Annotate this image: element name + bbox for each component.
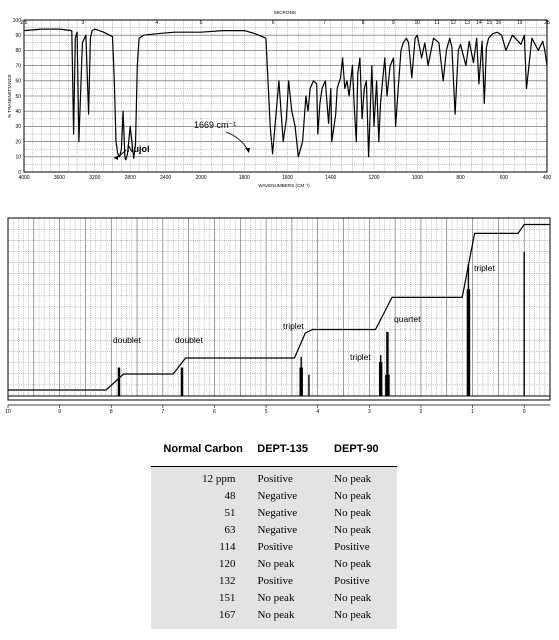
table-row — [151, 589, 397, 606]
table-row — [151, 470, 397, 487]
table-row — [151, 521, 397, 538]
cell-dept-135: Negative — [257, 506, 298, 519]
nmr-x-tick-label: 9 — [58, 409, 62, 415]
ir-x-tick-label: 1800 — [238, 175, 250, 181]
table-row — [151, 555, 397, 572]
peak-label-triplet-mid: triplet — [283, 321, 304, 331]
ir-spectrum — [0, 0, 559, 192]
ir-y-tick-label: 80 — [15, 48, 21, 55]
ir-y-tick-label: 0 — [18, 169, 21, 176]
cell-dept-90: No peak — [334, 506, 372, 519]
dept-table-header — [151, 432, 397, 467]
ir-top-tick-label: 8 — [361, 20, 365, 26]
carbonyl-label: 1669 cm⁻¹ — [194, 120, 237, 130]
dept-table-body — [151, 467, 397, 629]
cell-dept-135: Negative — [257, 523, 298, 536]
cell-dept-135: No peak — [257, 557, 295, 570]
ir-x-tick-label: 400 — [542, 175, 552, 181]
ir-y-tick-label: 60 — [15, 78, 21, 85]
ir-top-tick-label: 14 — [476, 20, 482, 26]
ir-top-tick-label: 9 — [391, 20, 395, 26]
ir-x-tick-label: 3600 — [53, 175, 65, 181]
nmr-x-tick-label: 3 — [367, 409, 371, 415]
cell-dept-135: No peak — [257, 608, 295, 621]
ir-top-tick-label: 4 — [155, 20, 159, 26]
ir-x-tick-label: 1400 — [325, 175, 337, 181]
ir-y-tick-label: 30 — [15, 124, 21, 131]
ir-top-tick-label: 16 — [495, 20, 502, 26]
cell-dept-90: No peak — [334, 489, 372, 502]
ir-x-tick-label: 600 — [499, 175, 508, 181]
cell-normal-carbon: 151 — [218, 591, 236, 604]
ir-x-tick-label: 2800 — [124, 175, 136, 181]
ir-top-axis-title: MICRONS — [274, 10, 296, 15]
ir-x-tick-label: 1000 — [411, 175, 423, 181]
ir-x-tick-label: 800 — [456, 175, 465, 181]
dept-table — [151, 432, 397, 629]
table-row — [151, 572, 397, 589]
ir-top-tick-label: 15 — [486, 20, 493, 26]
ir-top-tick-label: 7 — [323, 20, 326, 26]
nmr-x-tick-label: 7 — [161, 409, 165, 415]
ir-y-tick-label: 50 — [15, 93, 21, 100]
nmr-x-tick-label: 1 — [471, 409, 474, 415]
carbonyl-arrow — [226, 132, 248, 150]
ir-x-tick-label: 4000 — [18, 175, 30, 181]
ir-y-tick-label: 20 — [15, 139, 21, 146]
ir-y-tick-label: 90 — [15, 33, 21, 39]
carbonyl-arrowhead — [245, 148, 250, 153]
nmr-x-tick-label: 8 — [109, 409, 113, 415]
ir-top-tick-label: 25 — [544, 20, 550, 26]
ir-x-tick-label: 2000 — [195, 175, 207, 181]
cell-normal-carbon: 120 — [218, 557, 236, 570]
ir-top-tick-label: 2.5 — [20, 20, 28, 26]
cell-normal-carbon: 63 — [224, 523, 236, 536]
ir-y-tick-label: 40 — [15, 109, 21, 115]
peak-label-doublet-left: doublet — [113, 335, 141, 345]
table-row — [151, 606, 397, 623]
peak-label-doublet-right: doublet — [175, 335, 203, 345]
nmr-x-tick-label: 5 — [264, 409, 268, 415]
cell-normal-carbon: 12 ppm — [202, 472, 236, 485]
cell-normal-carbon: 132 — [218, 574, 236, 587]
peak-label-quartet: quartet — [394, 314, 421, 324]
nmr-x-tick-label: 6 — [213, 409, 216, 415]
ir-top-tick-label: 12 — [450, 20, 457, 26]
ir-x-tick-label: 2400 — [160, 175, 172, 181]
ir-top-tick-label: 13 — [464, 20, 470, 26]
cell-dept-135: Positive — [257, 540, 293, 553]
cell-dept-90: Positive — [334, 574, 370, 587]
cell-dept-90: No peak — [334, 472, 372, 485]
ir-y-tick-label: 100 — [12, 17, 21, 24]
ir-x-tick-label: 1200 — [368, 175, 380, 181]
ir-y-tick-label: 70 — [15, 63, 21, 70]
cell-dept-90: No peak — [334, 557, 372, 570]
ir-bottom-axis-title: WAVENUMBERS (CM⁻¹) — [258, 183, 310, 188]
cell-dept-90: No peak — [334, 523, 372, 536]
header-dept-90: DEPT-90 — [334, 443, 379, 455]
peak-label-triplet-right: triplet — [474, 263, 495, 273]
nmr-x-tick-label: 4 — [316, 409, 320, 415]
header-dept-135: DEPT-135 — [257, 443, 309, 455]
cell-dept-135: Positive — [257, 574, 293, 587]
peak-label-triplet-low: triplet — [350, 352, 371, 362]
ir-top-tick-label: 10 — [414, 20, 421, 26]
cell-normal-carbon: 114 — [219, 540, 236, 553]
cell-dept-90: No peak — [334, 591, 372, 604]
table-row — [151, 487, 397, 504]
ir-y-tick-label: 10 — [15, 154, 21, 161]
ir-x-tick-label: 3200 — [89, 175, 101, 181]
cell-normal-carbon: 51 — [224, 506, 236, 519]
cell-dept-135: Negative — [257, 489, 298, 502]
table-row — [151, 538, 397, 555]
nmr-x-tick-label: 10 — [5, 409, 11, 415]
nmr-x-tick-label: 2 — [419, 409, 423, 415]
nmr-x-tick-label: 0 — [522, 409, 526, 415]
table-row — [151, 504, 397, 521]
ir-top-tick-label: 3 — [81, 20, 85, 26]
ir-top-tick-label: 6 — [271, 20, 275, 26]
cell-normal-carbon: 167 — [218, 608, 236, 621]
cell-normal-carbon: 48 — [224, 489, 236, 502]
ir-top-tick-label: 19 — [516, 20, 523, 26]
ir-x-tick-label: 1600 — [281, 175, 294, 181]
nujol-arrowhead — [114, 156, 118, 161]
ir-top-tick-label: 11 — [434, 20, 440, 26]
cell-dept-90: No peak — [334, 608, 372, 621]
ir-y-axis-title: % TRANSMITTANCE — [7, 74, 12, 118]
ir-spectrum-line — [24, 29, 547, 160]
header-normal-carbon: Normal Carbon — [163, 443, 243, 455]
ir-top-tick-label: 5 — [199, 20, 203, 26]
cell-dept-135: No peak — [257, 591, 295, 604]
nujol-label: Nujol — [127, 144, 150, 154]
cell-dept-90: Positive — [334, 540, 370, 553]
nmr-tick-labels — [5, 405, 526, 415]
cell-dept-135: Positive — [257, 472, 293, 485]
nmr-spectrum — [0, 214, 559, 420]
